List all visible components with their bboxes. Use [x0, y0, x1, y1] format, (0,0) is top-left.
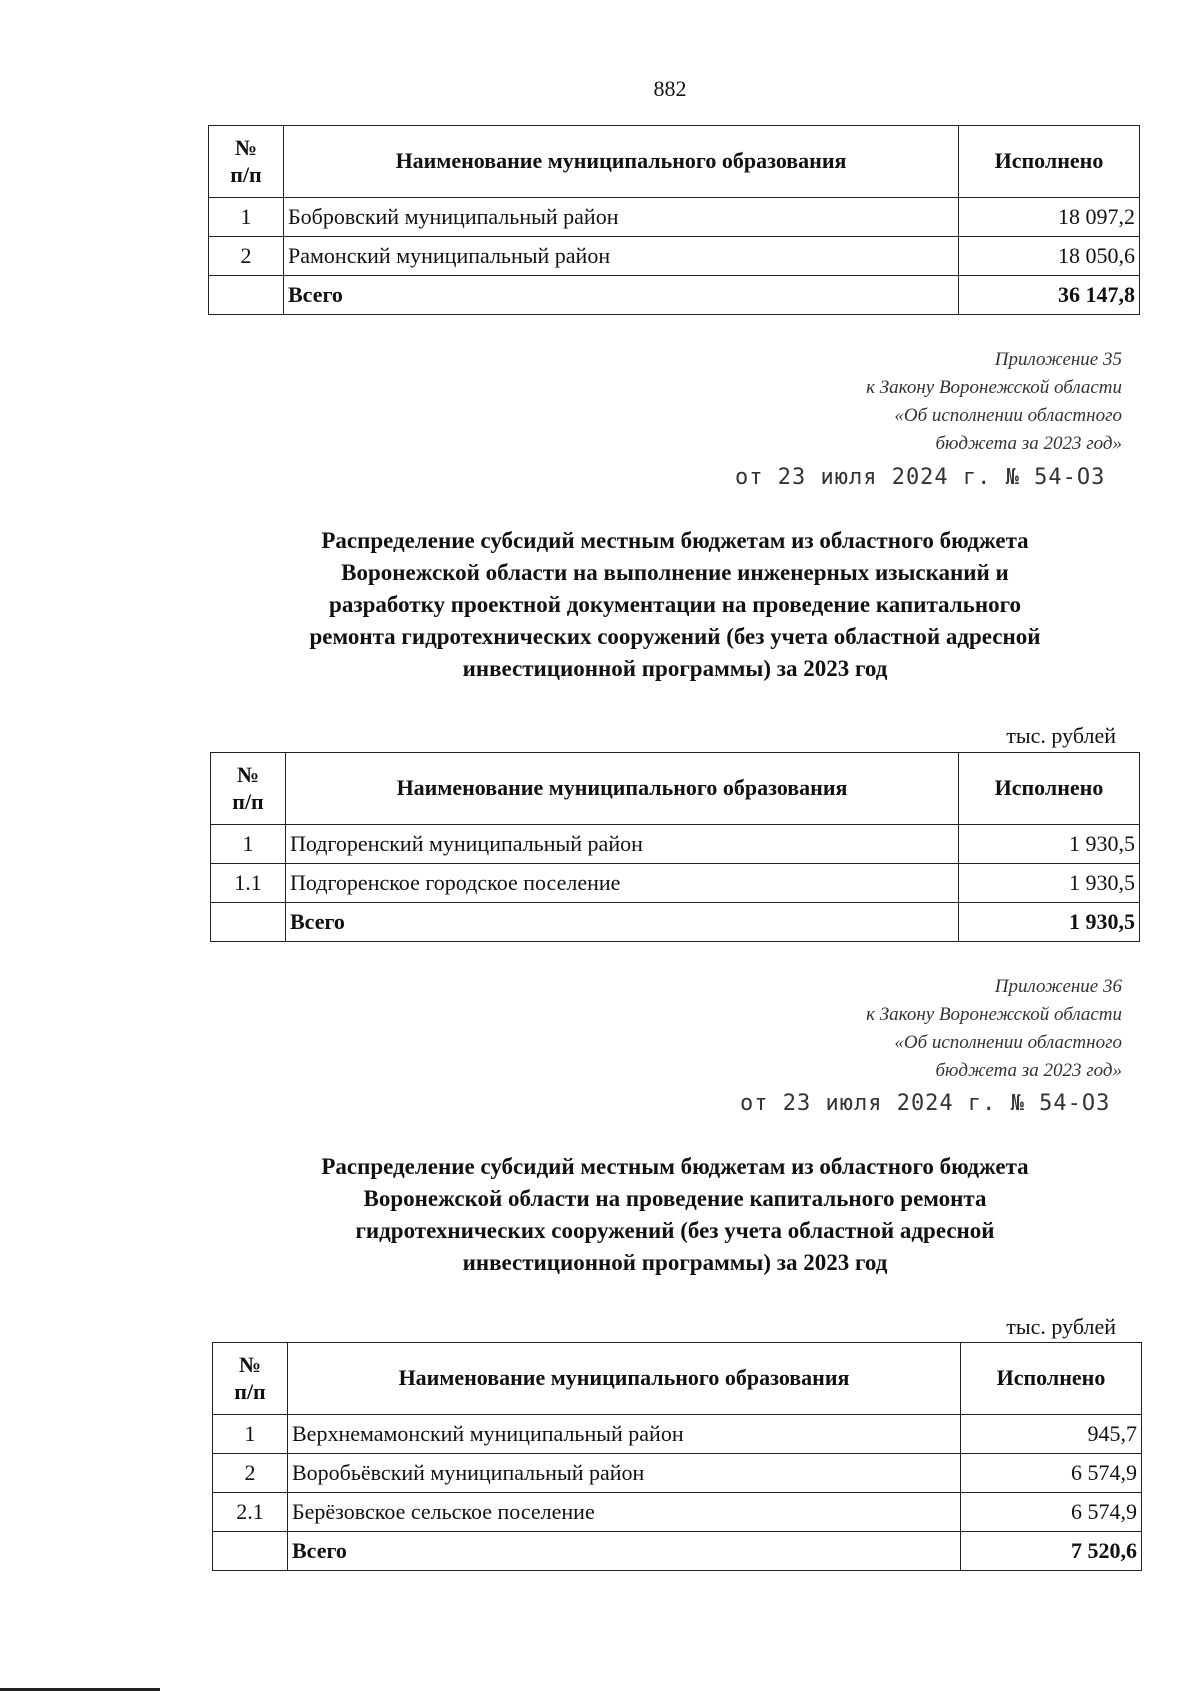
total-row: [209, 276, 1140, 315]
title-line: Распределение субсидий местным бюджетам из областного бюджета: [321, 1154, 1029, 1179]
total-label: Всего: [288, 1532, 961, 1571]
total-number-cell: [213, 1532, 288, 1571]
column-header-number-symbol: №: [238, 1352, 262, 1378]
row-number: 2: [213, 1454, 288, 1493]
title-line: Распределение субсидий местным бюджетам из областного бюджета: [321, 528, 1029, 553]
row-value: 6 574,9: [961, 1454, 1142, 1493]
row-number: 2: [209, 237, 284, 276]
title-line: гидротехнических сооружений (без учета областной адресной: [355, 1218, 995, 1243]
row-value: 945,7: [961, 1415, 1142, 1454]
table-row: [213, 1493, 1142, 1532]
column-header-value: Исполнено: [959, 126, 1140, 198]
total-row: [211, 903, 1140, 942]
row-value: 1 930,5: [959, 864, 1140, 903]
table-row: [211, 864, 1140, 903]
annex-35-stamp: от 23 июля 2024 г. № 54-ОЗ: [735, 465, 1106, 490]
column-header-number-symbol: №: [234, 135, 258, 161]
row-name: Берёзовское сельское поселение: [288, 1493, 961, 1532]
footnote-separator: [0, 1688, 160, 1691]
annex-law-line: к Закону Воронежской области: [866, 1004, 1122, 1025]
table-row: [209, 198, 1140, 237]
column-header-name: Наименование муниципального образования: [284, 126, 959, 198]
column-header-number-abbr: п/п: [230, 161, 262, 187]
column-header-value: Исполнено: [961, 1343, 1142, 1415]
annex-law-title: «Об исполнении областного: [894, 405, 1122, 426]
table-header-row: [213, 1343, 1142, 1415]
row-number: 2.1: [213, 1493, 288, 1532]
row-name: Бобровский муниципальный район: [284, 198, 959, 237]
column-header-number-abbr: п/п: [234, 1378, 266, 1404]
row-number: 1: [211, 825, 286, 864]
row-name: Воробьёвский муниципальный район: [288, 1454, 961, 1493]
column-header-number-symbol: №: [236, 762, 260, 788]
title-line: разработку проектной документации на проведение капитального: [329, 592, 1021, 617]
column-header-number: [211, 753, 286, 825]
title-line: Воронежской области на проведение капитального ремонта: [363, 1186, 987, 1211]
row-name: Верхнемамонский муниципальный район: [288, 1415, 961, 1454]
annex-law-title-cont: бюджета за 2023 год»: [935, 1060, 1122, 1081]
annex-35-unit: тыс. рублей: [1006, 723, 1116, 748]
row-name: Рамонский муниципальный район: [284, 237, 959, 276]
table-row: [209, 237, 1140, 276]
annex-36-caption: [662, 973, 1122, 1085]
title-line: инвестиционной программы) за 2023 год: [462, 656, 888, 681]
column-header-value: Исполнено: [959, 753, 1140, 825]
table-row: [211, 825, 1140, 864]
annex-36-stamp: от 23 июля 2024 г. № 54-ОЗ: [740, 1091, 1111, 1116]
total-label: Всего: [284, 276, 959, 315]
annex-35-caption: [662, 346, 1122, 458]
row-name: Подгоренское городское поселение: [286, 864, 959, 903]
row-number: 1: [209, 198, 284, 237]
annex-35-title: [210, 525, 1140, 685]
table-header-row: [209, 126, 1140, 198]
column-header-number: [209, 126, 284, 198]
total-label: Всего: [286, 903, 959, 942]
annex-label: Приложение 35: [994, 349, 1122, 370]
annex-label: Приложение 36: [994, 976, 1122, 997]
column-header-number-abbr: п/п: [232, 788, 264, 814]
annex-36-title: [210, 1151, 1140, 1279]
total-number-cell: [209, 276, 284, 315]
page-number: 882: [653, 76, 687, 101]
row-number: 1: [213, 1415, 288, 1454]
table-row: [213, 1454, 1142, 1493]
total-row: [213, 1532, 1142, 1571]
column-header-number: [213, 1343, 288, 1415]
title-line: ремонта гидротехнических сооружений (без учета областной адресной: [309, 624, 1041, 649]
total-value: 7 520,6: [961, 1532, 1142, 1571]
title-line: Воронежской области на выполнение инженерных изысканий и: [341, 560, 1009, 585]
title-line: инвестиционной программы) за 2023 год: [462, 1250, 888, 1275]
total-number-cell: [211, 903, 286, 942]
row-name: Подгоренский муниципальный район: [286, 825, 959, 864]
total-value: 36 147,8: [959, 276, 1140, 315]
row-number: 1.1: [211, 864, 286, 903]
table-header-row: [211, 753, 1140, 825]
annex-36-unit: тыс. рублей: [1006, 1314, 1116, 1339]
table-annex-36: [212, 1342, 1142, 1571]
annex-law-line: к Закону Воронежской области: [866, 377, 1122, 398]
column-header-name: Наименование муниципального образования: [286, 753, 959, 825]
total-value: 1 930,5: [959, 903, 1140, 942]
row-value: 6 574,9: [961, 1493, 1142, 1532]
table-top: [208, 125, 1140, 315]
annex-law-title: «Об исполнении областного: [894, 1032, 1122, 1053]
table-row: [213, 1415, 1142, 1454]
table-annex-35: [210, 752, 1140, 942]
annex-law-title-cont: бюджета за 2023 год»: [935, 433, 1122, 454]
row-value: 18 050,6: [959, 237, 1140, 276]
row-value: 18 097,2: [959, 198, 1140, 237]
row-value: 1 930,5: [959, 825, 1140, 864]
column-header-name: Наименование муниципального образования: [288, 1343, 961, 1415]
